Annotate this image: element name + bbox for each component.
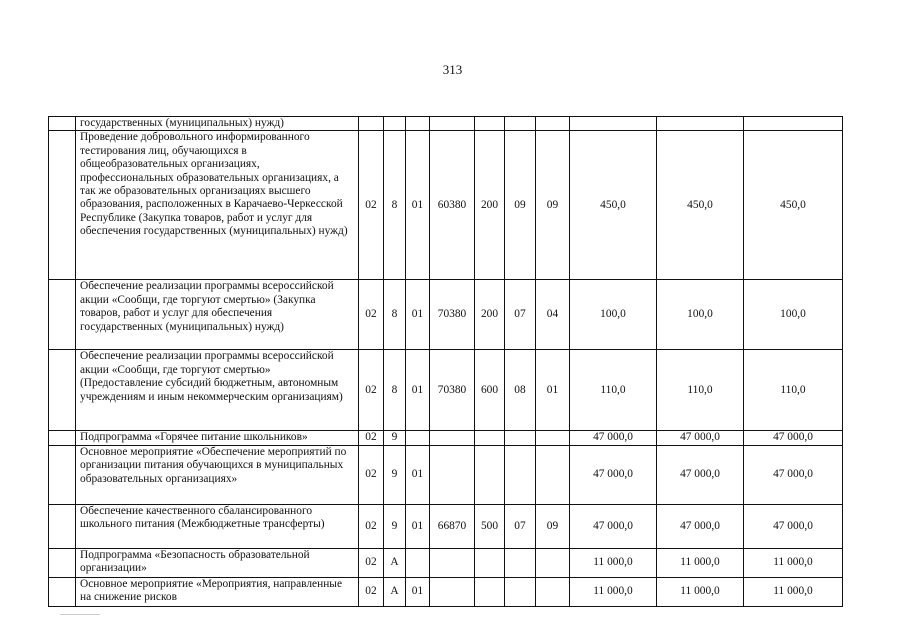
amount-cell: 11 000,0	[570, 548, 657, 577]
code-cell: 09	[536, 131, 570, 280]
amount-cell: 100,0	[744, 280, 843, 350]
code-cell: 60380	[430, 131, 475, 280]
description-cell: Обеспечение качественного сбалансированного школьного питания (Межбюджетные трансферты)	[76, 504, 359, 548]
code-cell	[505, 548, 536, 577]
description-cell: Проведение добровольного информированного тестирования лиц, обучающихся в общеобразовательных организациях, профессиональных образовательных организациях, а так же образовательных организациях высшего образования, расположенных в Карачаево-Черкесской Республике (Закупка товаров, работ и услуг для обеспечения государственных (муниципальных) нужд)	[76, 131, 359, 280]
code-cell: 8	[384, 350, 406, 431]
code-cell	[505, 445, 536, 504]
code-cell: 01	[536, 350, 570, 431]
code-cell: 07	[505, 504, 536, 548]
code-cell: 09	[505, 131, 536, 280]
code-cell	[475, 548, 505, 577]
code-cell	[475, 445, 505, 504]
amount-cell: 11 000,0	[744, 548, 843, 577]
code-cell: 200	[475, 131, 505, 280]
row-marker-cell	[49, 280, 76, 350]
budget-table	[48, 116, 843, 607]
code-cell: 9	[384, 445, 406, 504]
code-cell	[536, 548, 570, 577]
code-cell: 9	[384, 504, 406, 548]
code-cell	[430, 445, 475, 504]
code-cell	[475, 577, 505, 606]
amount-cell: 110,0	[657, 350, 744, 431]
description-cell: государственных (муниципальных) нужд)	[76, 117, 359, 131]
amount-cell: 47 000,0	[570, 445, 657, 504]
amount-cell: 47 000,0	[744, 504, 843, 548]
code-cell	[430, 431, 475, 445]
amount-cell: 11 000,0	[570, 577, 657, 606]
code-cell: 04	[536, 280, 570, 350]
table-row	[49, 504, 843, 548]
row-marker-cell	[49, 504, 76, 548]
amount-cell	[657, 117, 744, 131]
table-row	[49, 577, 843, 606]
row-marker-cell	[49, 577, 76, 606]
code-cell: 01	[406, 504, 430, 548]
table-row	[49, 548, 843, 577]
row-marker-cell	[49, 431, 76, 445]
code-cell: 02	[359, 431, 384, 445]
code-cell: 02	[359, 280, 384, 350]
code-cell	[505, 431, 536, 445]
table-row	[49, 445, 843, 504]
row-marker-cell	[49, 117, 76, 131]
amount-cell: 11 000,0	[744, 577, 843, 606]
code-cell: 66870	[430, 504, 475, 548]
page-number: 313	[442, 62, 463, 77]
code-cell: 02	[359, 548, 384, 577]
amount-cell	[570, 117, 657, 131]
description-cell: Обеспечение реализации программы всероссийской акции «Сообщи, где торгуют смертью» (Предоставление субсидий бюджетным, автономным учреждениям и иным некоммерческим организациям)	[76, 350, 359, 431]
amount-cell: 11 000,0	[657, 577, 744, 606]
scan-artifact	[60, 614, 100, 615]
code-cell: 01	[406, 445, 430, 504]
code-cell: 02	[359, 577, 384, 606]
amount-cell: 47 000,0	[657, 445, 744, 504]
code-cell	[536, 445, 570, 504]
code-cell	[475, 431, 505, 445]
code-cell: 70380	[430, 350, 475, 431]
code-cell: А	[384, 548, 406, 577]
code-cell: 01	[406, 280, 430, 350]
code-cell: 02	[359, 445, 384, 504]
code-cell	[536, 577, 570, 606]
table-row	[49, 131, 843, 280]
amount-cell: 47 000,0	[744, 445, 843, 504]
code-cell: 01	[406, 350, 430, 431]
row-marker-cell	[49, 350, 76, 431]
code-cell: А	[384, 577, 406, 606]
description-cell: Подпрограмма «Безопасность образовательной организации»	[76, 548, 359, 577]
code-cell: 08	[505, 350, 536, 431]
row-marker-cell	[49, 548, 76, 577]
code-cell: 02	[359, 350, 384, 431]
code-cell: 02	[359, 504, 384, 548]
code-cell: 500	[475, 504, 505, 548]
code-cell: 9	[384, 431, 406, 445]
code-cell	[359, 117, 384, 131]
code-cell	[430, 548, 475, 577]
code-cell: 01	[406, 131, 430, 280]
table-row	[49, 117, 843, 131]
amount-cell: 100,0	[570, 280, 657, 350]
amount-cell: 47 000,0	[657, 431, 744, 445]
code-cell	[406, 548, 430, 577]
code-cell: 70380	[430, 280, 475, 350]
code-cell	[430, 577, 475, 606]
row-marker-cell	[49, 445, 76, 504]
code-cell	[384, 117, 406, 131]
code-cell: 8	[384, 131, 406, 280]
row-marker-cell	[49, 131, 76, 280]
code-cell: 02	[359, 131, 384, 280]
code-cell: 200	[475, 280, 505, 350]
code-cell	[505, 117, 536, 131]
description-cell: Обеспечение реализации программы всероссийской акции «Сообщи, где торгуют смертью» (Закупка товаров, работ и услуг для обеспечения государственных (муниципальных) нужд)	[76, 280, 359, 350]
amount-cell: 450,0	[657, 131, 744, 280]
code-cell	[536, 117, 570, 131]
code-cell: 09	[536, 504, 570, 548]
code-cell: 600	[475, 350, 505, 431]
amount-cell: 47 000,0	[570, 431, 657, 445]
amount-cell: 47 000,0	[570, 504, 657, 548]
amount-cell: 47 000,0	[744, 431, 843, 445]
code-cell: 8	[384, 280, 406, 350]
amount-cell: 450,0	[570, 131, 657, 280]
amount-cell: 11 000,0	[657, 548, 744, 577]
code-cell	[406, 431, 430, 445]
code-cell: 01	[406, 577, 430, 606]
code-cell	[505, 577, 536, 606]
description-cell: Основное мероприятие «Мероприятия, направленные на снижение рисков	[76, 577, 359, 606]
table-row	[49, 350, 843, 431]
description-cell: Подпрограмма «Горячее питание школьников»	[76, 431, 359, 445]
amount-cell	[744, 117, 843, 131]
amount-cell: 100,0	[657, 280, 744, 350]
amount-cell: 110,0	[744, 350, 843, 431]
code-cell	[430, 117, 475, 131]
description-cell: Основное мероприятие «Обеспечение мероприятий по организации питания обучающихся в муниципальных образовательных организациях»	[76, 445, 359, 504]
code-cell	[475, 117, 505, 131]
amount-cell: 450,0	[744, 131, 843, 280]
table-row	[49, 431, 843, 445]
table-row	[49, 280, 843, 350]
amount-cell: 110,0	[570, 350, 657, 431]
code-cell: 07	[505, 280, 536, 350]
amount-cell: 47 000,0	[657, 504, 744, 548]
code-cell	[536, 431, 570, 445]
code-cell	[406, 117, 430, 131]
